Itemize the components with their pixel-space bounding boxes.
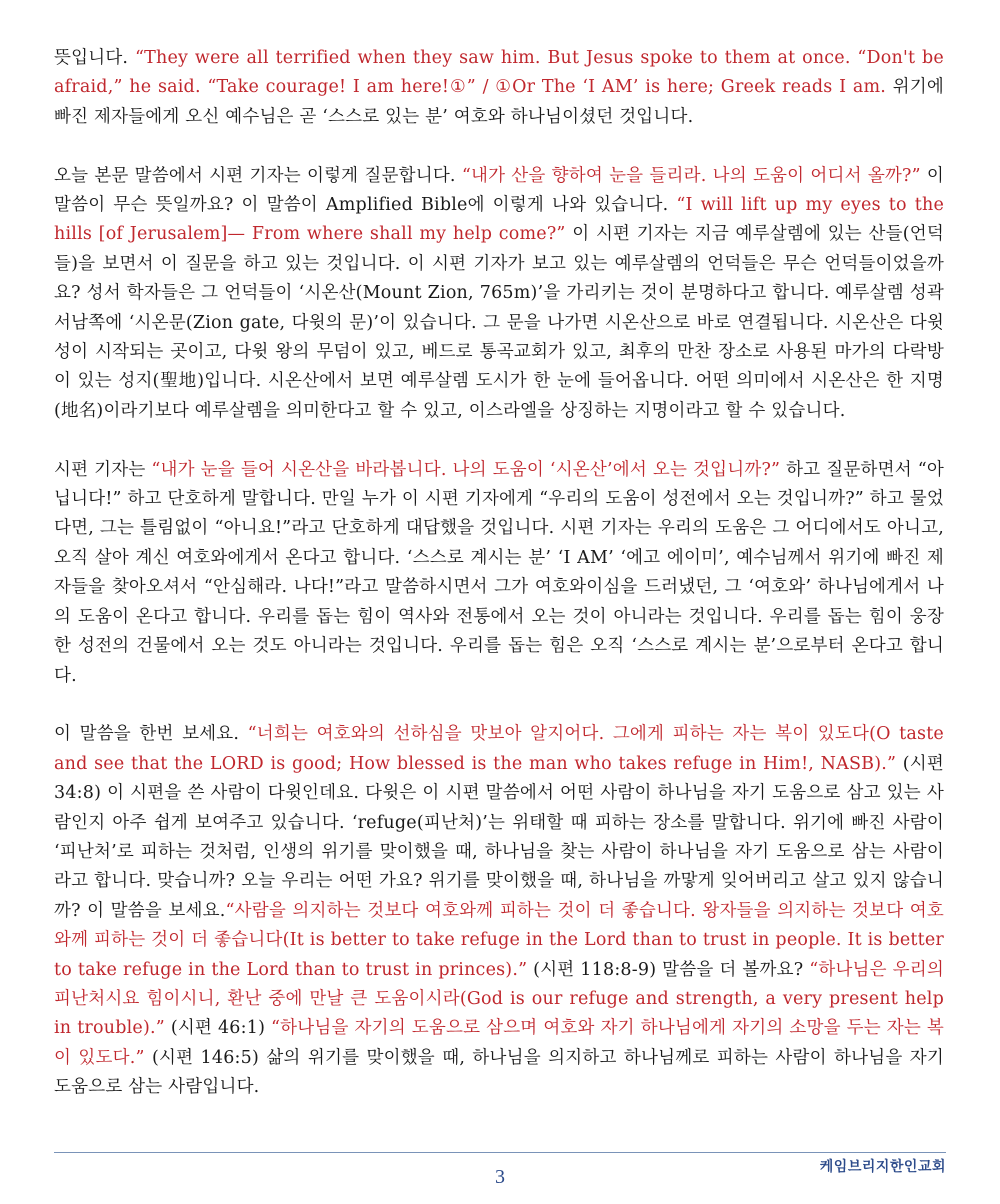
church-name: 케임브리지한인교회 <box>819 1159 946 1175</box>
paragraph-3-text: 시편 기자는 <box>54 459 152 480</box>
scripture-quote: “They were all terrified when they saw him. But Jesus spoke to them at once. “Don't be afraid,” he said. “Take courage! I am here!①” / ①Or The ‘I AM’ is here; Greek reads I am. <box>54 48 944 98</box>
scripture-quote: “사람을 의지하는 것보다 여호와께 피하는 것이 더 좋습니다. 왕자들을 의지하는 것보다 여호와께 피하는 것이 더 좋습니다(It is better to take refuge in the Lord than to trust in people. It is better to take refuge in the Lord than to trust in princes).” <box>54 900 944 980</box>
paragraph-4-text: (시편 46:1) <box>164 1018 272 1039</box>
sermon-page-body <box>54 44 944 1103</box>
paragraph-2-text: 오늘 본문 말씀에서 시편 기자는 이렇게 질문합니다. <box>54 165 462 186</box>
paragraph-1-text: 위기에 빠진 제자들에게 오신 예수님은 곧 ‘스스로 있는 분’ 여호와 하나님이셨던 것입니다. <box>54 77 944 127</box>
paragraph-4-text: (시편 34:8) 이 시편을 쓴 사람이 다윗인데요. 다윗은 이 시편 말씀에서 어떤 사람이 하나님을 자기 도움으로 삼고 있는 사람인지 아주 쉽게 보여주고 있습니다. ‘refuge(피난처)’는 위태할 때 피하는 장소를 말합니다. 위기에 빠진 사람이 ‘피난처’로 피하는 것처럼, 인생의 위기를 맞이했을 때, 하나님을 찾는 사람이 하나님을 자기 도움으로 삼는 사람이라고 합니다. 맞습니까? 오늘 우리는 어떤 가요? 위기를 맞이했을 때, 하나님을 까맣게 잊어버리고 살고 있지 않습니까? 이 말씀을 보세요. <box>54 753 944 921</box>
paragraph-2-text: 이 말씀이 무슨 뜻일까요? 이 말씀이 Amplified Bible에 이렇게 나와 있습니다. <box>54 165 944 216</box>
page-number: 3 <box>495 1166 505 1188</box>
paragraph-4 <box>54 720 944 1102</box>
paragraph-3-text: 하고 질문하면서 “아닙니다!” 하고 단호하게 말합니다. 만일 누가 이 시편 기자에게 “우리의 도움이 성전에서 오는 것입니까?” 하고 물었다면, 그는 틀림없이 “아니요!”라고 단호하게 대답했을 것입니다. 시편 기자는 우리의 도움은 그 어디에서도 아니고, 오직 살아 계신 여호와에게서 온다고 합니다. ‘스스로 계시는 분’ ‘I AM’ ‘에고 에이미’, 예수님께서 위기에 빠진 제자들을 찾아오셔서 “안심해라. 나다!”라고 말씀하시면서 그가 여호와이심을 드러냈던, 그 ‘여호와’ 하나님에게서 나의 도움이 온다고 합니다. 우리를 돕는 힘이 역사와 전통에서 오는 것이 아니라는 것입니다. 우리를 돕는 힘이 웅장한 성전의 건물에서 오는 것도 아니라는 것입니다. 우리를 돕는 힘은 오직 ‘스스로 계시는 분’으로부터 온다고 합니다. <box>54 459 944 686</box>
paragraph-2 <box>54 162 944 427</box>
scripture-quote: “너희는 여호와의 선하심을 맛보아 알지어다. 그에게 피하는 자는 복이 있도다(O taste and see that the LORD is good; How blessed is the man who takes refuge in Him!, NASB).” <box>54 724 944 774</box>
paragraph-4-text: (시편 146:5) 삶의 위기를 맞이했을 때, 하나님을 의지하고 하나님께로 피하는 사람이 하나님을 자기 도움으로 삼는 사람입니다. <box>54 1047 944 1098</box>
paragraph-3 <box>54 456 944 691</box>
paragraph-4-text: (시편 118:8-9) 말씀을 더 볼까요? <box>527 959 810 980</box>
scripture-quote: “I will lift up my eyes to the hills [of Jerusalem]— From where shall my help come?” <box>54 195 944 245</box>
paragraph-2-text: 이 시편 기자는 지금 예루살렘에 있는 산들(언덕들)을 보면서 이 질문을 하고 있는 것입니다. 이 시편 기자가 보고 있는 예루살렘의 언덕들은 무슨 언덕들이었을까요? 성서 학자들은 그 언덕들이 ‘시온산(Mount Zion, 765m)’을 가리키는 것이 분명하다고 합니다. 예루살렘 성곽 서남쪽에 ‘시온문(Zion gate, 다윗의 문)’이 있습니다. 그 문을 나가면 시온산으로 바로 연결됩니다. 시온산은 다윗 성이 시작되는 곳이고, 다윗 왕의 무덤이 있고, 베드로 통곡교회가 있고, 최후의 만찬 장소로 사용된 마가의 다락방이 있는 성지(聖地)입니다. 시온산에서 보면 예루살렘 도시가 한 눈에 들어옵니다. 어떤 의미에서 시온산은 한 지명(地名)이라기보다 예루살렘을 의미한다고 할 수 있고, 이스라엘을 상징하는 지명이라고 할 수 있습니다. <box>54 224 944 421</box>
paragraph-1 <box>54 44 944 132</box>
scripture-quote: “내가 눈을 들어 시온산을 바라봅니다. 나의 도움이 ‘시온산’에서 오는 것입니까?” <box>151 459 781 480</box>
footer-divider <box>54 1152 946 1153</box>
scripture-quote: “하나님을 자기의 도움으로 삼으며 여호와 자기 하나님에게 자기의 소망을 두는 자는 복이 있도다.” <box>54 1018 944 1068</box>
scripture-quote: “하나님은 우리의 피난처시요 힘이시니, 환난 중에 만날 큰 도움이시라(God is our refuge and strength, a very present help in trouble).” <box>54 959 944 1039</box>
scripture-quote: “내가 산을 향하여 눈을 들리라. 나의 도움이 어디서 올까?” <box>461 165 921 186</box>
paragraph-1-text: 뜻입니다. <box>54 48 135 68</box>
paragraph-4-text: 이 말씀을 한번 보세요. <box>54 724 248 745</box>
